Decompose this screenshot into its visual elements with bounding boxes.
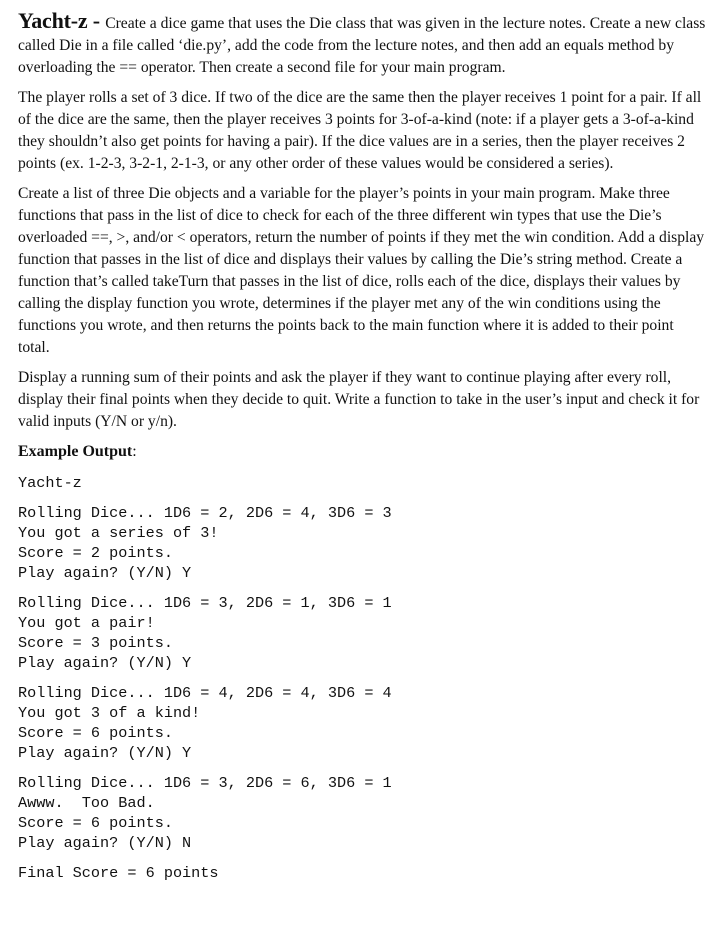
output-line: Rolling Dice... 1D6 = 4, 2D6 = 4, 3D6 = 4 — [18, 684, 392, 702]
output-line: Play again? (Y/N) Y — [18, 744, 192, 762]
document-title: Yacht-z — [18, 8, 88, 33]
example-heading-text: Example Output — [18, 443, 133, 460]
functions-paragraph: Create a list of three Die objects and a variable for the player’s points in your main program. Make three functions that pass in the list of dice to check for each of the three different win types that use the Die’s overloaded ==, >, and/or < operators, return the number of points if they met the win condition. Add a display function that passes in the list of dice and displays their values by calling the Die’s string method. Create a function that’s called takeTurn that passes in the list of dice, rolls each of the dice, displays their values by calling the display function you wrote, determines if the player met any of the win conditions using the functions you wrote, and then returns the points back to the main function where it is added to their point total. — [18, 185, 705, 356]
output-line: Score = 3 points. — [18, 634, 173, 652]
output-block — [18, 683, 708, 763]
intro-text: Create a dice game that uses the Die class that was given in the lecture notes. Create a new class called Die in a file called ‘die.py’, add the code from the lecture notes, and then add an equals method by overloading the == operator. Then create a second file for your main program. — [18, 15, 706, 76]
example-output — [18, 473, 708, 883]
example-output-heading — [18, 441, 708, 463]
output-line: You got a series of 3! — [18, 524, 219, 542]
output-line: Score = 6 points. — [18, 724, 173, 742]
output-line: You got 3 of a kind! — [18, 704, 201, 722]
output-line: Rolling Dice... 1D6 = 3, 2D6 = 1, 3D6 = 1 — [18, 594, 392, 612]
title-separator: - — [87, 8, 106, 33]
rules-paragraph: The player rolls a set of 3 dice. If two of the dice are the same then the player receives 1 point for a pair. If all of the dice are the same, then the player receives 3 points for 3-of-a-kind (note: if a player gets a 3-of-a-kind they shouldn’t also get points for having a pair). If the dice values are in a series, then the player receives 2 points (ex. 1-2-3, 3-2-1, 2-1-3, or any other order of these values would be considered a series). — [18, 89, 702, 172]
output-block — [18, 503, 708, 583]
output-line: Awww. Too Bad. — [18, 794, 155, 812]
output-line: Play again? (Y/N) Y — [18, 564, 192, 582]
running-sum-paragraph: Display a running sum of their points and ask the player if they want to continue playing after every roll, display their final points when they decide to quit. Write a function to take in the user’s input and check it for valid inputs (Y/N or y/n). — [18, 369, 700, 430]
output-block — [18, 593, 708, 673]
output-line: Rolling Dice... 1D6 = 2, 2D6 = 4, 3D6 = 3 — [18, 504, 392, 522]
output-line: Score = 2 points. — [18, 544, 173, 562]
output-line: Rolling Dice... 1D6 = 3, 2D6 = 6, 3D6 = 1 — [18, 774, 392, 792]
example-heading-colon: : — [132, 443, 137, 460]
intro-paragraph — [18, 10, 708, 79]
output-line: Score = 6 points. — [18, 814, 173, 832]
output-line: Play again? (Y/N) Y — [18, 654, 192, 672]
output-line: Play again? (Y/N) N — [18, 834, 192, 852]
output-header-line: Yacht-z — [18, 474, 82, 492]
output-block — [18, 773, 708, 853]
final-score-line: Final Score = 6 points — [18, 864, 219, 882]
output-line: You got a pair! — [18, 614, 155, 632]
